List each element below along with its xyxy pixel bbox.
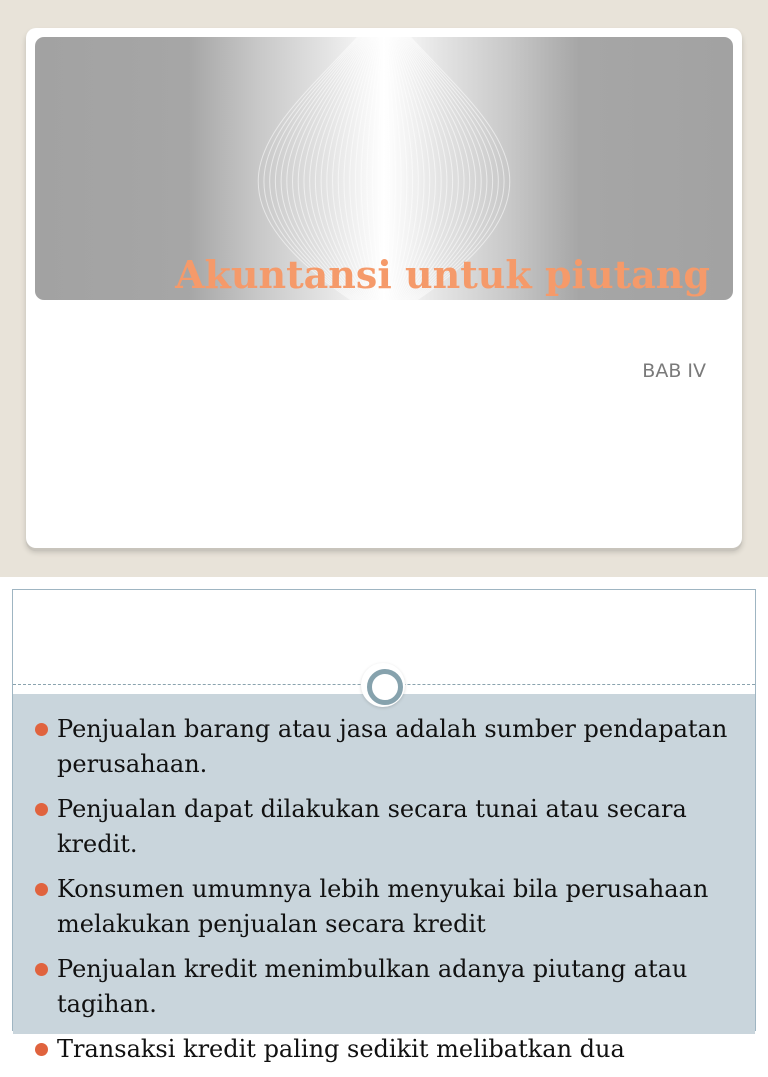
bullet-text: Penjualan dapat dilakukan secara tunai atau secara kredit. (57, 795, 687, 858)
slide-title: Akuntansi untuk piutang (175, 252, 710, 297)
title-slide-card (26, 28, 742, 548)
bullet-list (13, 712, 755, 1077)
bullet-item (13, 872, 755, 942)
bullet-dot-icon (35, 1043, 48, 1056)
bullet-text: Transaksi kredit paling sedikit melibatkan dua (57, 1035, 625, 1063)
bullet-item (13, 712, 755, 782)
circle-ornament-icon (361, 663, 405, 707)
bullet-dot-icon (35, 723, 48, 736)
bullet-item (13, 1032, 755, 1067)
bullet-text: Konsumen umumnya lebih menyukai bila perusahaan melakukan penjualan secara kredit (57, 875, 709, 938)
bullet-text: Penjualan barang atau jasa adalah sumber pendapatan perusahaan. (57, 715, 728, 778)
bullet-dot-icon (35, 883, 48, 896)
content-slide (12, 589, 756, 1063)
bullet-text: Penjualan kredit menimbulkan adanya piutang atau tagihan. (57, 955, 688, 1018)
slide-subtitle: BAB IV (642, 360, 706, 382)
bullet-item (13, 792, 755, 862)
bullet-dot-icon (35, 803, 48, 816)
bullet-dot-icon (35, 963, 48, 976)
circle-ornament-inner (367, 669, 403, 705)
bullet-item (13, 952, 755, 1022)
